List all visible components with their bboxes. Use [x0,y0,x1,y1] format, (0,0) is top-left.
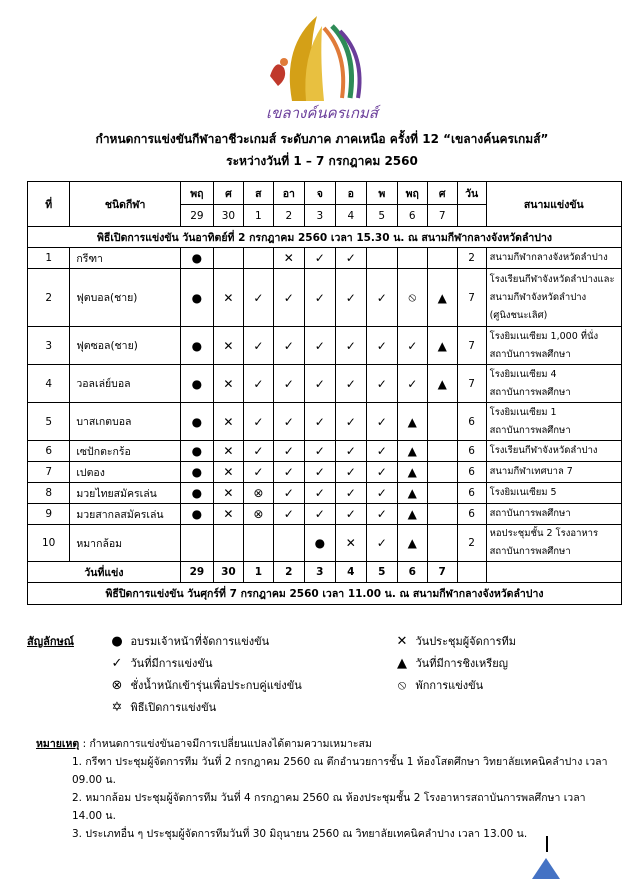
date-header: 4 [335,205,366,227]
schedule-cell: ✓ [273,441,304,462]
schedule-cell: ● [180,327,213,365]
venue-line: โรงยิมเนเซียม 1 [489,406,557,418]
venue-cell [486,365,621,403]
sport-name: กรีฑา [70,248,181,269]
schedule-cell: ✕ [213,441,243,462]
schedule-cell [273,525,304,562]
day-header: ศ [213,182,243,205]
schedule-cell: ✓ [243,365,273,403]
schedule-cell: ✓ [273,403,304,441]
footer-date: 2 [273,562,304,583]
col-no-header: ที่ [28,182,70,227]
venue-line: โรงยิมเนเซียม 5 [489,487,557,498]
table-row [28,441,622,462]
schedule-table [27,181,622,605]
schedule-cell: ✓ [366,403,397,441]
table-row [28,269,622,327]
schedule-cell: ✓ [335,269,366,327]
row-number: 10 [28,525,70,562]
date-header-empty [457,205,486,227]
venue-line: สนามกีฬากลางจังหวัดลำปาง [489,252,608,263]
table-row [28,483,622,504]
day-header: อ [335,182,366,205]
schedule-cell: ▲ [397,403,427,441]
schedule-cell: ✓ [273,365,304,403]
schedule-cell [366,248,397,269]
schedule-cell: ✓ [243,327,273,365]
schedule-cell: ✕ [213,483,243,504]
schedule-cell: ✕ [213,365,243,403]
day-header: พ [366,182,397,205]
triangle-icon: ▲ [397,656,407,671]
venue-line: สถาบันการพลศึกษา [489,386,571,398]
table-row [28,403,622,441]
schedule-cell: ✓ [335,248,366,269]
schedule-cell: ✓ [366,525,397,562]
sport-name: ฟุตซอล(ชาย) [70,327,181,365]
row-number: 6 [28,441,70,462]
schedule-cell [427,441,457,462]
legend-title: สัญลักษณ์ [27,635,74,648]
table-row [28,365,622,403]
table-row [28,504,622,525]
star-icon: ✡ [111,700,123,715]
schedule-cell: ✓ [397,365,427,403]
col-venue-header: สนามแข่งขัน [486,182,621,227]
footer-date: 6 [397,562,427,583]
total-days: 6 [457,504,486,525]
closing-ceremony-row [28,583,622,605]
closing-ceremony-text: พิธีปิดการแข่งขัน วันศุกร์ที่ 7 กรกฎาคม 2560 เวลา 11.00 น. ณ สนามกีฬากลางจังหวัดลำปาง [28,583,622,605]
schedule-cell: ✓ [273,462,304,483]
col-total-header: วัน [457,182,486,205]
total-days: 6 [457,483,486,504]
venue-cell [486,327,621,365]
remark-item: 3. ประเภทอื่น ๆ ประชุมผู้จัดการทีมวันที่ 30 มิถุนายน 2560 ณ วิทยาลัยเทคนิคลำปาง เวลา 13.00 น. [72,828,528,840]
schedule-cell: ✓ [304,327,335,365]
date-header: 7 [427,205,457,227]
schedule-cell: ✕ [213,462,243,483]
schedule-cell: ✓ [243,403,273,441]
schedule-cell [427,483,457,504]
schedule-cell: ✓ [273,483,304,504]
schedule-cell [427,403,457,441]
total-days: 7 [457,327,486,365]
legend-item [107,676,302,696]
schedule-cell: ✕ [213,269,243,327]
schedule-cell: ▲ [427,327,457,365]
legend-label: วันที่มีการแข่งขัน [130,657,213,670]
venue-cell [486,462,621,483]
venue-cell [486,269,621,327]
header-row-days [28,182,622,205]
venue-line: โรงยิมเนเซียม 4 [489,368,557,380]
schedule-cell: ✓ [273,504,304,525]
venue-line: สถาบันการพลศึกษา [489,508,571,519]
schedule-cell [427,525,457,562]
date-header: 29 [180,205,213,227]
venue-line: สถาบันการพลศึกษา [489,424,571,436]
venue-line: สถาบันการพลศึกษา [489,546,571,557]
schedule-cell [213,525,243,562]
row-number: 4 [28,365,70,403]
schedule-cell: ✕ [335,525,366,562]
venue-cell [486,525,621,562]
venue-line: โรงเรียนกีฬาจังหวัดลำปางและ [489,273,615,285]
schedule-cell: ✕ [213,327,243,365]
footer-date: 5 [366,562,397,583]
schedule-cell: ✓ [366,483,397,504]
schedule-cell: ▲ [397,504,427,525]
total-days: 6 [457,462,486,483]
schedule-cell: ✓ [335,504,366,525]
date-header: 5 [366,205,397,227]
schedule-cell [427,248,457,269]
remark-item: 2. หมากล้อม ประชุมผู้จัดการทีม วันที่ 4 กรกฎาคม 2560 ณ ห้องประชุมชั้น 2 โรงอาหารสถาบันการพลศึกษา เวลา 14.00 น. [72,792,586,822]
schedule-cell: ⊗ [243,504,273,525]
venue-line: หอประชุมชั้น 2 โรงอาหาร [489,528,599,539]
schedule-cell: ✓ [335,441,366,462]
schedule-cell: ▲ [397,441,427,462]
row-number: 3 [28,327,70,365]
schedule-cell: ● [304,525,335,562]
schedule-cell: ✓ [335,483,366,504]
schedule-cell: ✓ [366,462,397,483]
sport-name: เซปักตะกร้อ [70,441,181,462]
schedule-cell: ✕ [213,504,243,525]
legend-item [392,676,483,696]
footer-date: 29 [180,562,213,583]
schedule-cell: ✓ [243,269,273,327]
footer-label: วันที่แข่ง [28,562,181,583]
day-header: ส [243,182,273,205]
legend-label: วันที่มีการชิงเหรียญ [415,657,509,670]
venue-cell [486,248,621,269]
schedule-cell: ✓ [304,403,335,441]
venue-line: สนามกีฬาเทศบาล 7 [489,466,573,477]
schedule-cell [213,248,243,269]
legend-item [107,654,212,674]
schedule-cell: ✓ [243,441,273,462]
schedule-cell: ✓ [304,483,335,504]
row-number: 7 [28,462,70,483]
schedule-cell: ✓ [335,327,366,365]
row-number: 2 [28,269,70,327]
total-days: 7 [457,269,486,327]
schedule-cell [243,525,273,562]
sport-name: มวยสากลสมัครเล่น [70,504,181,525]
footer-dates-row [28,562,622,583]
footer-empty [486,562,621,583]
dot-icon: ● [111,634,123,649]
table-row [28,525,622,562]
remarks [36,735,616,843]
schedule-cell: ● [180,441,213,462]
schedule-cell: ✓ [273,269,304,327]
schedule-cell: ▲ [397,483,427,504]
schedule-cell: ✕ [273,248,304,269]
total-days: 7 [457,365,486,403]
footer-date: 7 [427,562,457,583]
legend-label: วันประชุมผู้จัดการทีม [415,635,516,648]
legend-item [392,632,516,652]
legend-item [392,654,508,674]
legend-label: พักการแข่งขัน [415,679,484,692]
schedule-cell: ✓ [273,327,304,365]
total-days: 6 [457,441,486,462]
schedule-cell [180,525,213,562]
schedule-cell: ✓ [304,441,335,462]
venue-cell [486,441,621,462]
schedule-cell: ✓ [335,365,366,403]
day-header: จ [304,182,335,205]
footer-date: 1 [243,562,273,583]
schedule-cell: ✓ [366,327,397,365]
venue-cell [486,504,621,525]
table-row [28,248,622,269]
day-header: ศ [427,182,457,205]
sport-name: ฟุตบอล(ชาย) [70,269,181,327]
footer-date: 3 [304,562,335,583]
table-row [28,462,622,483]
opening-ceremony-row [28,227,622,248]
venue-line: สถาบันการพลศึกษา [489,348,571,360]
schedule-cell: ▲ [427,365,457,403]
legend-item [107,632,269,652]
day-header: พฤ [180,182,213,205]
legend-label: อบรมเจ้าหน้าที่จัดการแข่งขัน [130,635,270,648]
schedule-cell: ✓ [304,269,335,327]
sport-name: หมากล้อม [70,525,181,562]
schedule-cell: ✓ [366,441,397,462]
document-subtitle: ระหว่างวันที่ 1 – 7 กรกฎาคม 2560 [226,154,418,168]
sport-name: บาสเกตบอล [70,403,181,441]
table-row [28,327,622,365]
schedule-cell: ⊗ [243,483,273,504]
footer-date: 4 [335,562,366,583]
venue-cell [486,403,621,441]
schedule-cell [397,248,427,269]
date-header: 3 [304,205,335,227]
schedule-cell: ● [180,504,213,525]
schedule-cell: ● [180,269,213,327]
venue-cell [486,483,621,504]
legend-item [107,698,216,718]
schedule-cell: ● [180,248,213,269]
total-days: 6 [457,403,486,441]
document-title: กำหนดการแข่งขันกีฬาอาชีวะเกมส์ ระดับภาค ภาคเหนือ ครั้งที่ 12 “เขลางค์นครเกมส์” [95,132,549,146]
row-number: 1 [28,248,70,269]
row-number: 8 [28,483,70,504]
schedule-cell: ✓ [304,248,335,269]
schedule-cell: ✓ [366,365,397,403]
date-header: 6 [397,205,427,227]
remarks-intro: : กำหนดการแข่งขันอาจมีการเปลี่ยนแปลงได้ตามความเหมาะสม [79,738,372,750]
legend-label: ชั่งน้ำหนักเข้ารุ่นเพื่อประกบคู่แข่งขัน [130,679,302,692]
schedule-cell: ✓ [366,269,397,327]
date-header: 30 [213,205,243,227]
schedule-cell: ✓ [397,327,427,365]
total-days: 2 [457,248,486,269]
schedule-cell: ● [180,462,213,483]
schedule-cell: ● [180,403,213,441]
schedule-cell: ✓ [304,365,335,403]
schedule-cell: ● [180,365,213,403]
schedule-cell: ✕ [213,403,243,441]
remark-item: 1. กรีฑา ประชุมผู้จัดการทีม วันที่ 2 กรกฎาคม 2560 ณ ตึกอำนวยการชั้น 1 ห้องโสตศึกษา วิทยาลัยเทคนิคลำปาง เวลา 09.00 น. [72,756,608,786]
day-header: อา [273,182,304,205]
date-header: 1 [243,205,273,227]
check-icon: ✓ [111,656,123,671]
schedule-cell: ⦸ [397,269,427,327]
games-logo [262,6,382,124]
schedule-cell: ✓ [304,504,335,525]
footer-date: 30 [213,562,243,583]
opening-ceremony-text: พิธีเปิดการแข่งขัน วันอาทิตย์ที่ 2 กรกฎาคม 2560 เวลา 15.30 น. ณ สนามกีฬากลางจังหวัดลำปาง [28,227,622,248]
sport-name: เปตอง [70,462,181,483]
schedule-cell: ● [180,483,213,504]
svg-text:เขลางค์นครเกมส์: เขลางค์นครเกมส์ [266,106,378,122]
date-header: 2 [273,205,304,227]
schedule-cell: ✓ [304,462,335,483]
venue-line: สนามกีฬาจังหวัดลำปาง [489,291,587,303]
schedule-cell: ✓ [366,504,397,525]
venue-line: โรงยิมเนเซียม 1,000 ที่นั่ง [489,330,599,342]
schedule-cell: ✓ [335,462,366,483]
row-number: 5 [28,403,70,441]
schedule-cell [427,504,457,525]
legend-label: พิธีเปิดการแข่งขัน [130,701,217,714]
scroll-up-arrow-icon[interactable] [532,858,560,879]
day-header: พฤ [397,182,427,205]
sport-name: วอลเล่ย์บอล [70,365,181,403]
col-sport-header: ชนิดกีฬา [70,182,181,227]
schedule-cell [243,248,273,269]
total-days: 2 [457,525,486,562]
remarks-title: หมายเหตุ [36,738,80,750]
venue-line: โรงเรียนกีฬาจังหวัดลำปาง [489,445,598,456]
footer-empty [457,562,486,583]
venue-line: (ศูนิงชนะเลิศ) [489,309,548,321]
schedule-cell: ▲ [397,525,427,562]
row-number: 9 [28,504,70,525]
circled-cross-icon: ⊗ [111,678,123,693]
schedule-cell [427,462,457,483]
schedule-cell: ▲ [397,462,427,483]
text-cursor [546,836,548,852]
schedule-cell: ✓ [243,462,273,483]
schedule-cell: ✓ [335,403,366,441]
schedule-cell: ▲ [427,269,457,327]
sport-name: มวยไทยสมัครเล่น [70,483,181,504]
no-entry-icon: ⦸ [397,678,407,693]
cross-icon: ✕ [396,634,408,649]
